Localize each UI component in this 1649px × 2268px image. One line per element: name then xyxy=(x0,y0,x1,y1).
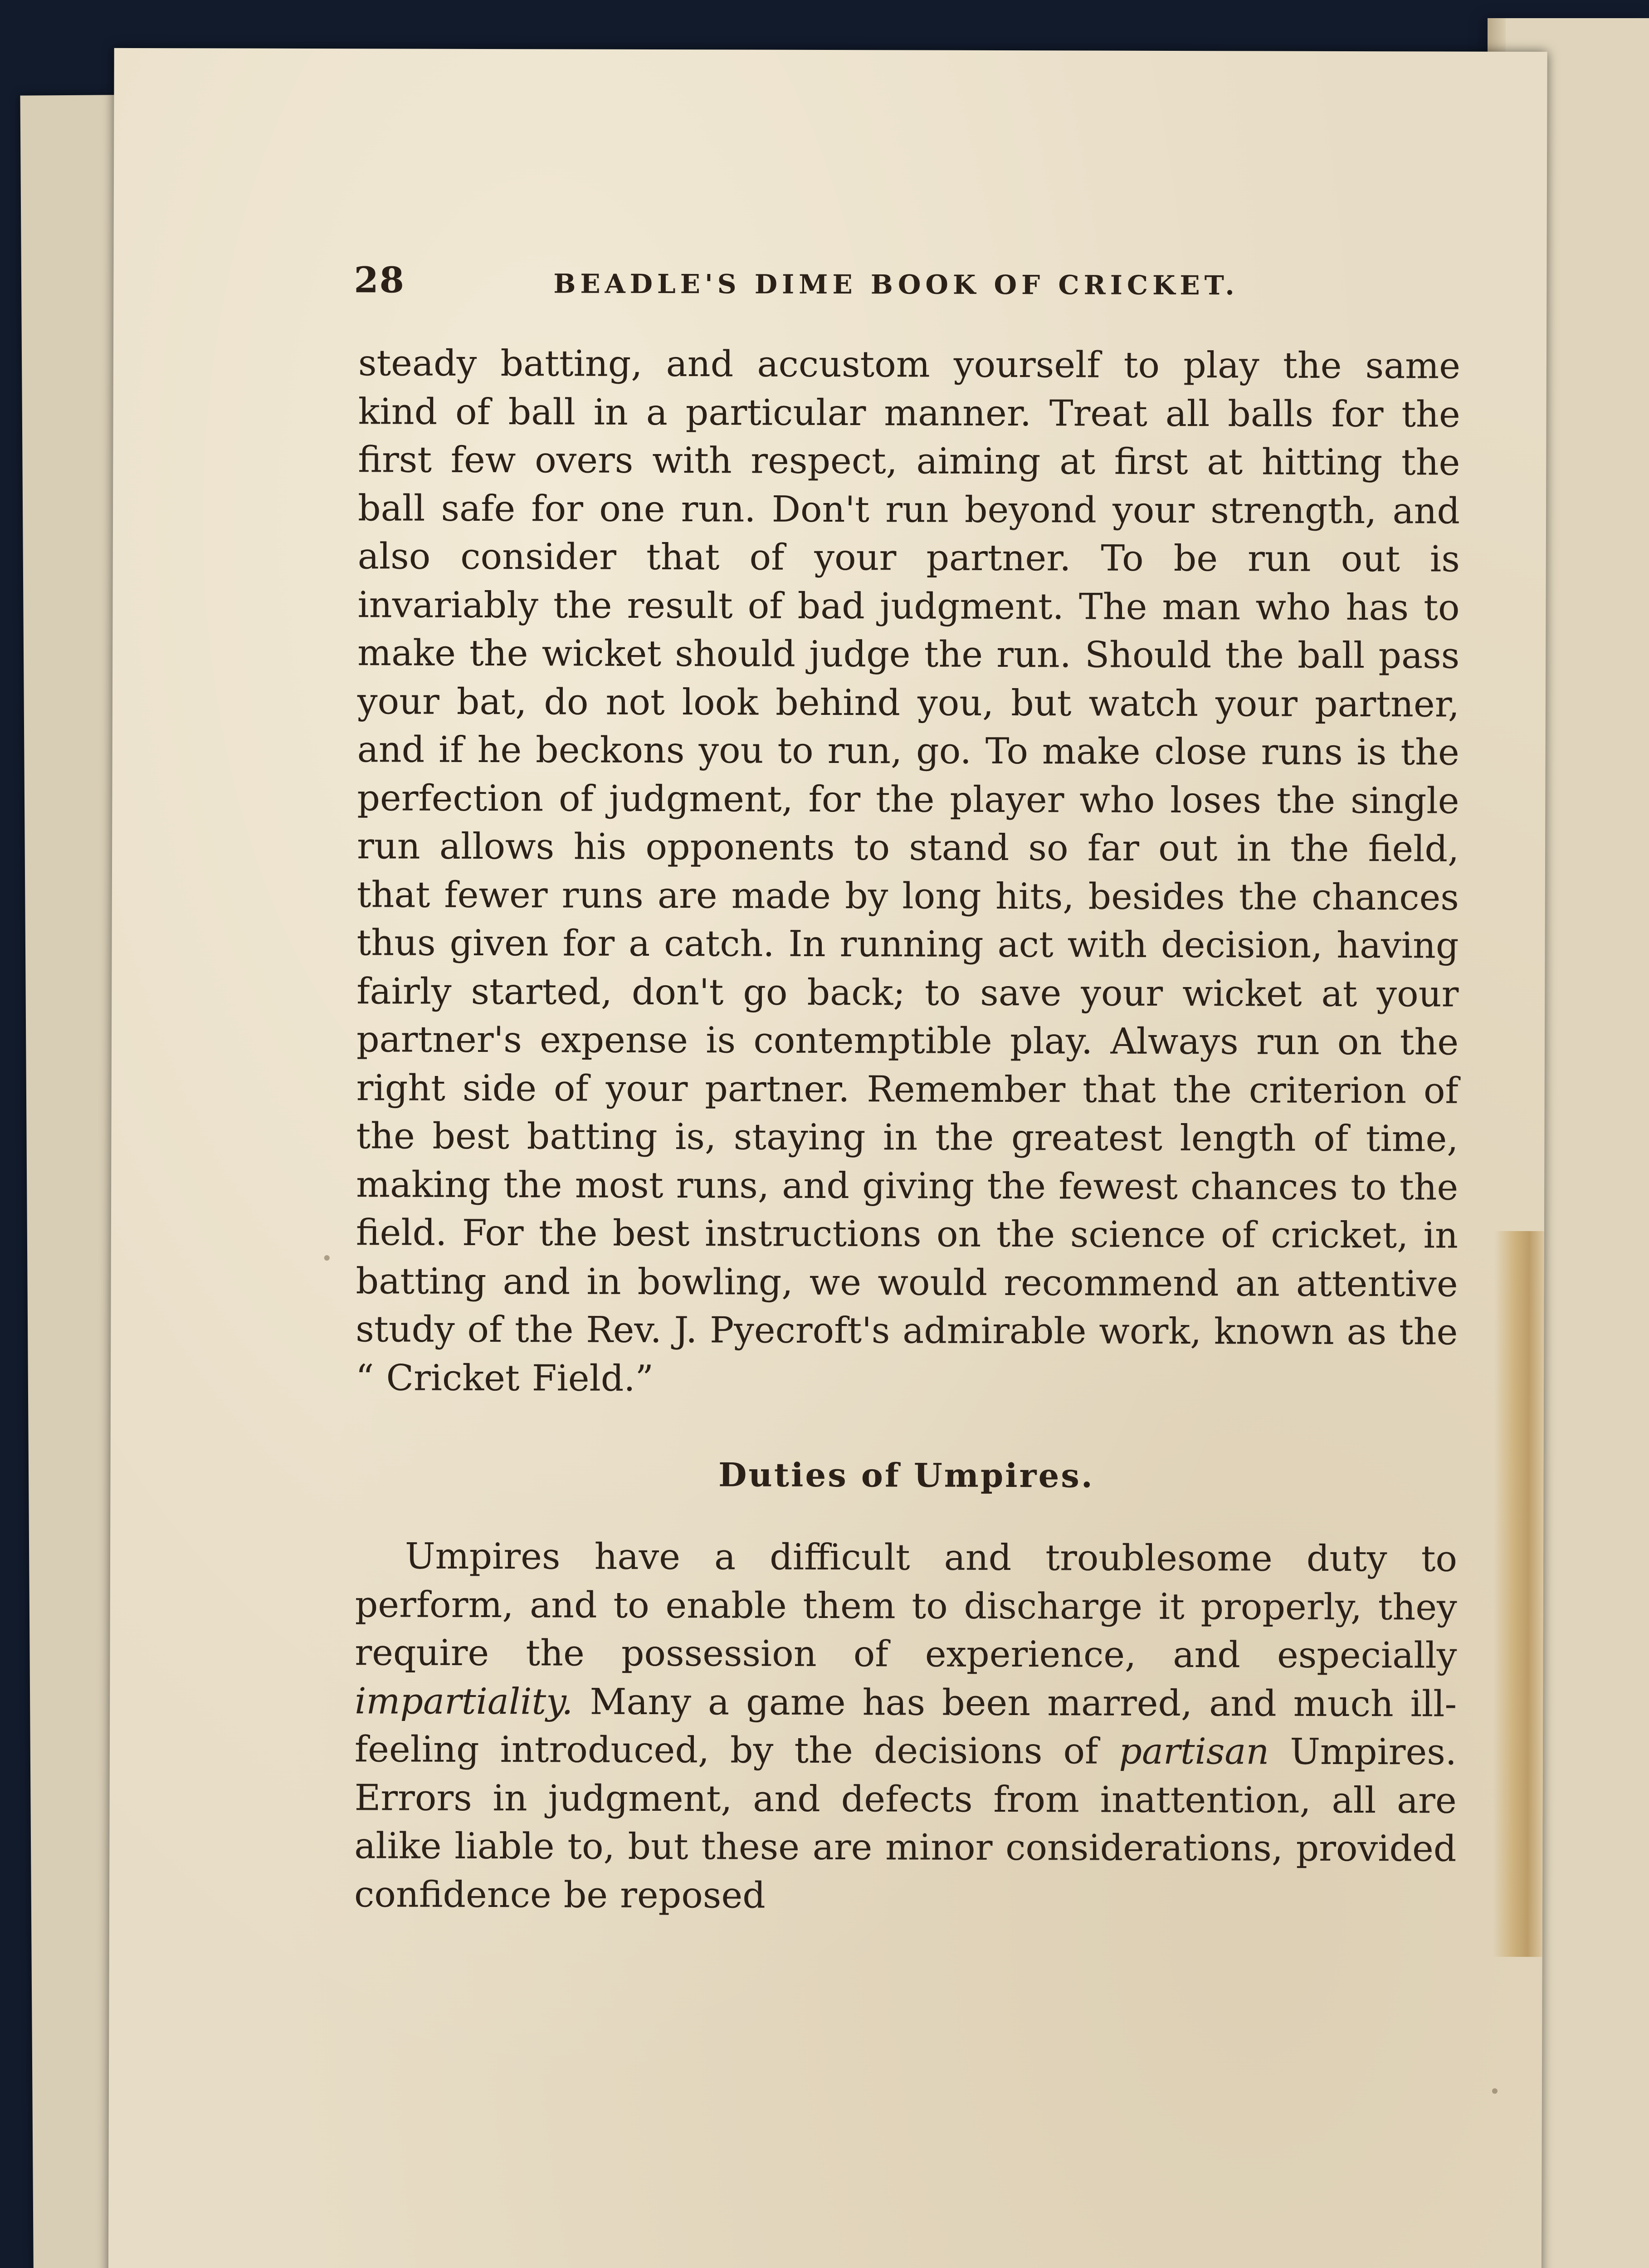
book-page xyxy=(108,48,1547,2268)
italic-text: impartiality. xyxy=(355,1680,573,1723)
paper-speck xyxy=(324,1255,330,1261)
running-head xyxy=(354,259,1442,330)
body-text xyxy=(354,339,1460,1921)
text-run: Umpires have a difficult and troublesome duty to perform, and to enable them to discharge it properly, they require the possession of experience, and especially xyxy=(355,1535,1458,1677)
paragraph: steady batting, and accustom yourself to play the same kind of ball in a particular manner. Treat all balls for the first few overs with respect, aiming at first at hitting the ball safe for one run. Don't run beyond your strength, and also consider that of your partner. To be run out is invariably the result of bad judgment. The man who has to make the wicket should judge the run. Should the ball pass your bat, do not look behind you, but watch your partner, and if he beckons you to run, go. To make close runs is the perfection of judgment, for the player who loses the single run allows his opponents to stand so far out in the field, that fewer runs are made by long hits, besides the chances thus given for a catch. In running act with decision, having fairly started, don't go back; to save your wicket at your partner's expense is contemptible play. Always run on the right side of your partner. Remember that the criterion of the best batting is, staying in the greatest length of time, making the most runs, and giving the fewest chances to the field. For the best instructions on the science of cricket, in batting and in bowling, we would recommend an attentive study of the Rev. J. Pyecroft's admirable work, known as the “ Cricket Field.” xyxy=(355,342,1461,1399)
torn-page-edge xyxy=(1493,1231,1544,1957)
page-number: 28 xyxy=(354,259,405,301)
text-run: Many a game has been marred, and much ill-feeling introduced, by the decisions of xyxy=(354,1681,1457,1772)
running-title: BEADLE'S DIME BOOK OF CRICKET. xyxy=(553,268,1239,301)
paper-speck xyxy=(1492,2088,1498,2094)
section-heading: Duties of Umpires. xyxy=(718,1455,1095,1495)
paragraph xyxy=(354,1532,1457,1921)
italic-text: partisan xyxy=(1119,1730,1269,1773)
text-run: Umpires. Errors in judgment, and defects from inattention, all are alike liable to, but these are minor considerations, provided confidence be reposed xyxy=(354,1730,1457,1916)
